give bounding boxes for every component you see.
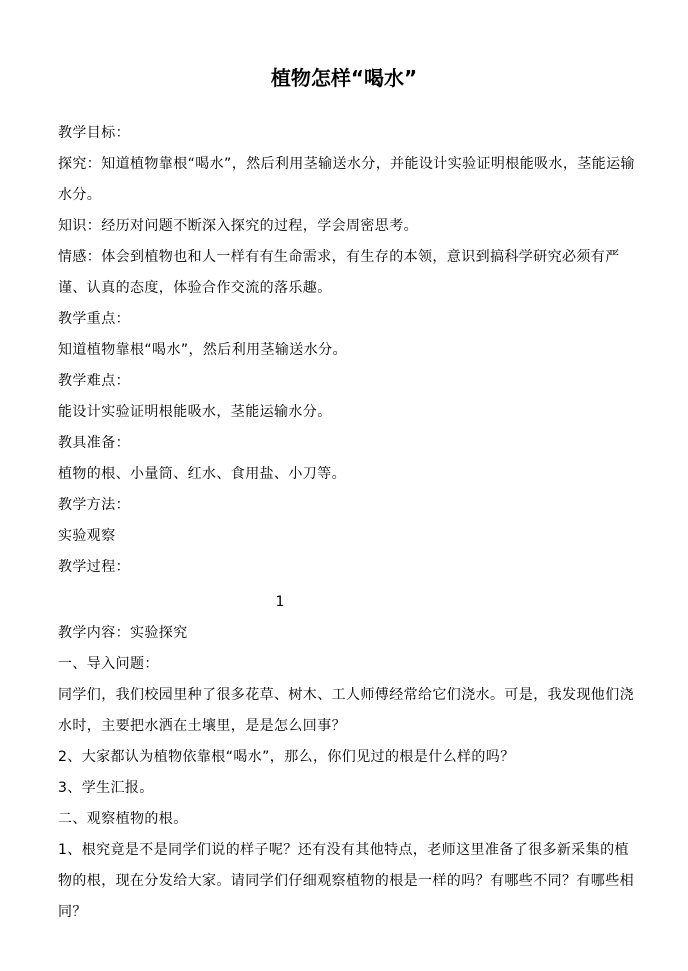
paragraph-intro-question-heading: 一、导入问题： <box>58 656 159 672</box>
page-number: 1 <box>275 594 285 610</box>
paragraph-process-heading: 教学过程： <box>58 559 130 575</box>
paragraph-knowledge-goal: 知识：经历对问题不断深入探究的过程，学会周密思考。 <box>58 218 418 234</box>
paragraph-teaching-content: 教学内容：实验探究 <box>58 625 188 641</box>
paragraph-methods: 实验观察 <box>58 528 116 544</box>
lesson-plan-section-one <box>58 118 636 583</box>
paragraph-difficult-points: 能设计实验证明根能吸水，茎能运输水分。 <box>58 404 332 420</box>
paragraph-materials: 植物的根、小量筒、红水、食用盐、小刀等。 <box>58 466 346 482</box>
paragraph-intro-question: 同学们，我们校园里种了很多花草、树木、工人师傅经常给它们浇水。可是，我发现他们浇水时，主要把水洒在土壤里，是是怎么回事？ <box>58 687 634 734</box>
document-title: 植物怎样“喝水” <box>270 66 418 90</box>
paragraph-materials-heading: 教具准备： <box>58 435 130 451</box>
paragraph-inquiry-goal: 探究：知道植物靠根“喝水”，然后利用茎输送水分，并能设计实验证明根能吸水，茎能运输水分。 <box>58 156 635 203</box>
paragraph-key-points-heading: 教学重点： <box>58 311 130 327</box>
lesson-plan-section-two <box>58 618 636 928</box>
paragraph-methods-heading: 教学方法： <box>58 497 130 513</box>
paragraph-student-report: 3、学生汇报。 <box>58 780 154 796</box>
paragraph-question-two: 2、大家都认为植物依靠根“喝水”，那么，你们见过的根是什么样的吗？ <box>58 749 515 765</box>
paragraph-observe-roots-heading: 二、观察植物的根。 <box>58 811 188 827</box>
paragraph-teaching-goals-heading: 教学目标： <box>58 125 130 141</box>
paragraph-observe-roots: 1、根究竟是不是同学们说的样子呢？还有没有其他特点，老师这里准备了很多新采集的植物的根，现在分发给大家。请同学们仔细观察植物的根是一样的吗？有哪些不同？有哪些相同？ <box>58 842 634 920</box>
paragraph-difficult-points-heading: 教学难点： <box>58 373 130 389</box>
paragraph-emotion-goal: 情感：体会到植物也和人一样有有生命需求，有生存的本领，意识到搞科学研究必须有严谨、认真的态度，体验合作交流的落乐趣。 <box>58 249 620 296</box>
paragraph-key-points: 知道植物靠根“喝水”，然后利用茎输送水分。 <box>58 342 347 358</box>
